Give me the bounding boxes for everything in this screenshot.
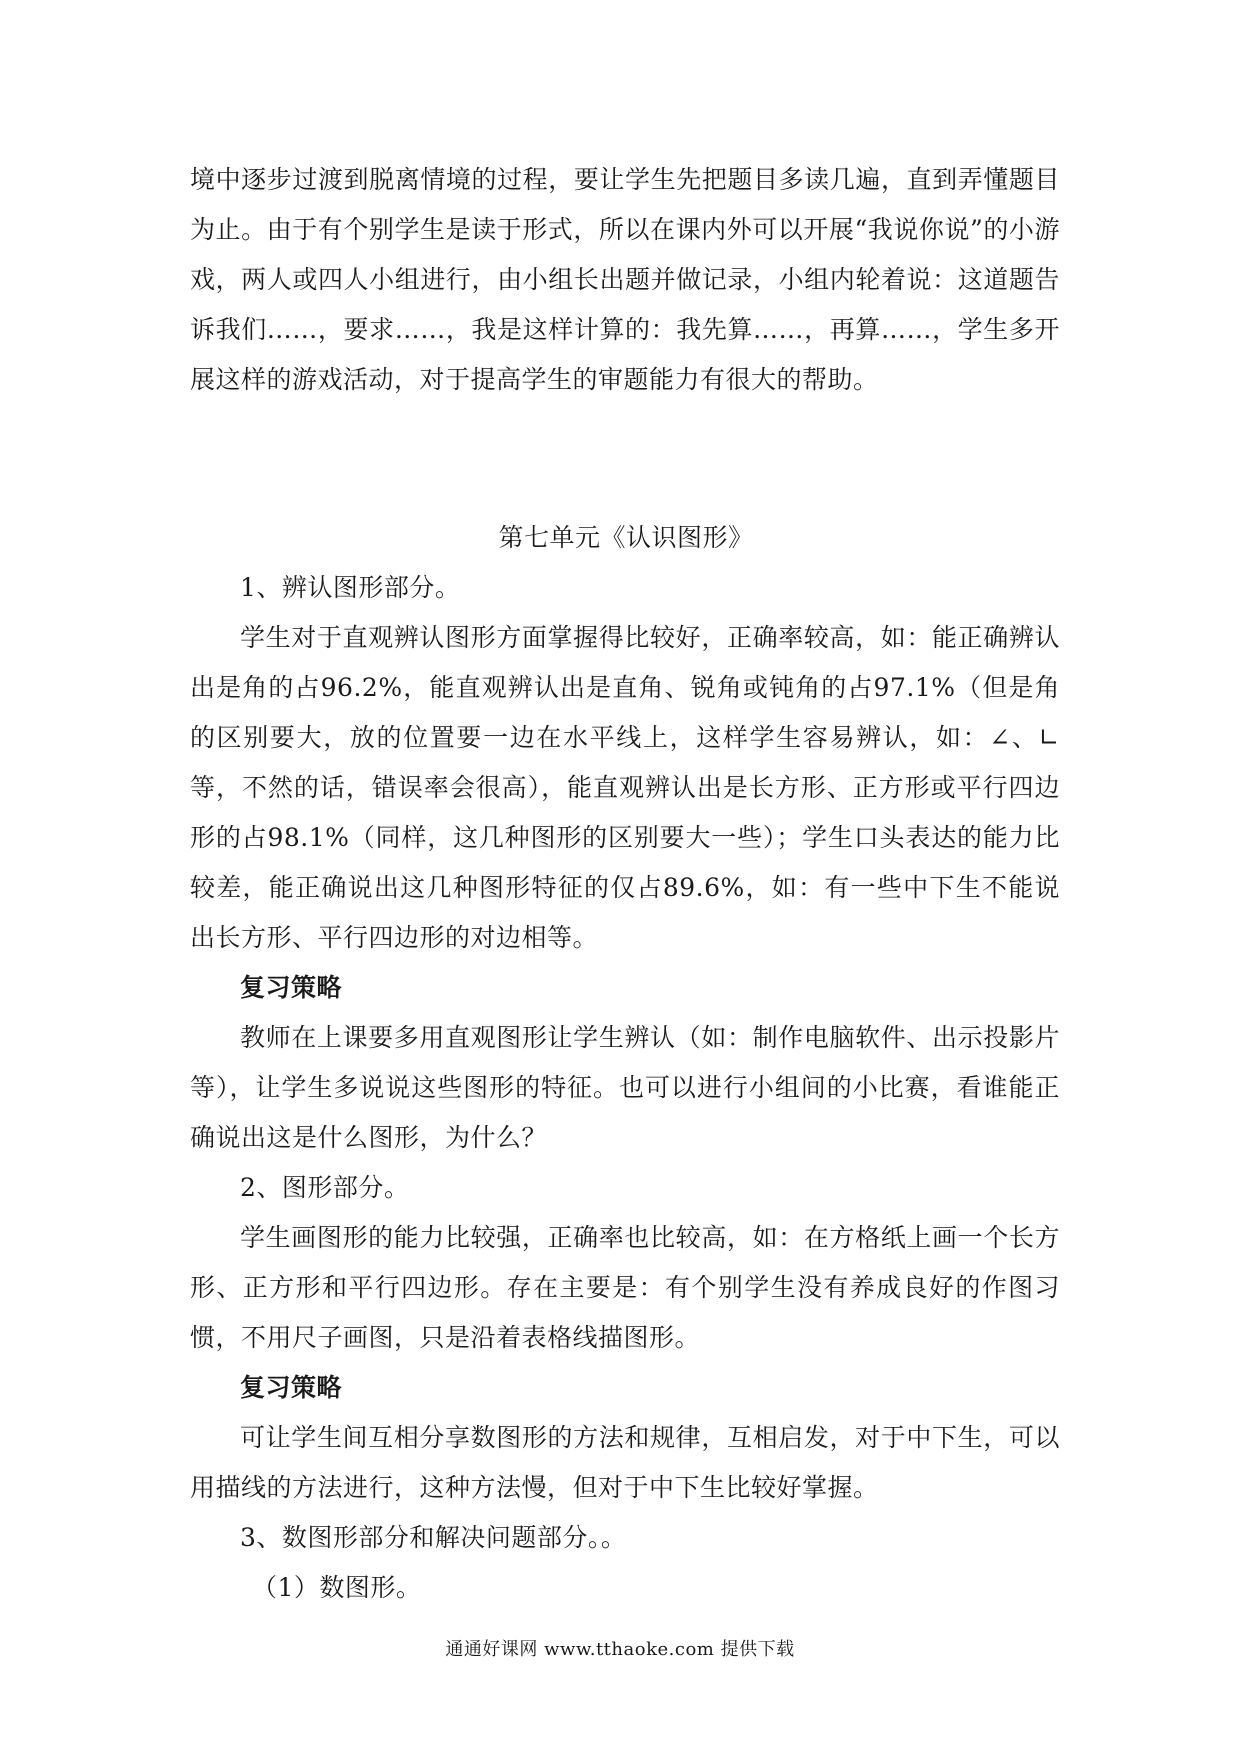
strategy-body: 可让学生间互相分享数图形的方法和规律，互相启发，对于中下生，可以用描线的方法进行，这种方法慢，但对于中下生比较好掌握。 [190,1423,1060,1502]
intro-paragraph: 境中逐步过渡到脱离情境的过程，要让学生先把题目多读几遍，直到弄懂题目为止。由于有个别学生是读于形式，所以在课内外可以开展“我说你说”的小游戏，两人或四人小组进行，由小组长出题并做记录，小组内轮着说：这道题告诉我们……，要求……，我是这样计算的：我先算……，再算……，学生多开展这样的游戏活动，对于提高学生的审题能力有很大的帮助。 [190,165,1060,394]
strategy-body: 教师在上课要多用直观图形让学生辨认（如：制作电脑软件、出示投影片等），让学生多说说这些图形的特征。也可以进行小组间的小比赛，看谁能正确说出这是什么图形，为什么？ [190,1023,1060,1152]
section-subheading: （1）数图形。 [252,1573,422,1602]
strategy-heading: 复习策略 [240,973,343,1002]
section-body: 学生画图形的能力比较强，正确率也比较高，如：在方格纸上画一个长方形、正方形和平行四边形。存在主要是：有个别学生没有养成良好的作图习惯，不用尺子画图，只是沿着表格线描图形。 [190,1223,1060,1352]
section-body: 学生对于直观辨认图形方面掌握得比较好，正确率较高，如：能正确辨认出是角的占96.2%，能直观辨认出是直角、锐角或钝角的占97.1%（但是角的区别要大，放的位置要一边在水平线上，这样学生容易辨认，如：∠、∟等，不然的话，错误率会很高），能直观辨认出是长方形、正方形或平行四边形的占98.1%（同样，这几种图形的区别要大一些）；学生口头表达的能力比较差，能正确说出这几种图形特征的仅占89.6%，如：有一些中下生不能说出长方形、平行四边形的对边相等。 [190,623,1060,952]
strategy-heading: 复习策略 [240,1373,343,1402]
page-footer: 通通好课网 www.tthaoke.com 提供下载 [445,1639,795,1660]
unit-title: 第七单元《认识图形》 [498,523,754,552]
document-body [190,155,1060,1613]
section-heading: 2、图形部分。 [240,1173,410,1202]
section-heading: 3、数图形部分和解决问题部分。。 [240,1523,627,1552]
section-heading: 1、辨认图形部分。 [240,573,461,602]
